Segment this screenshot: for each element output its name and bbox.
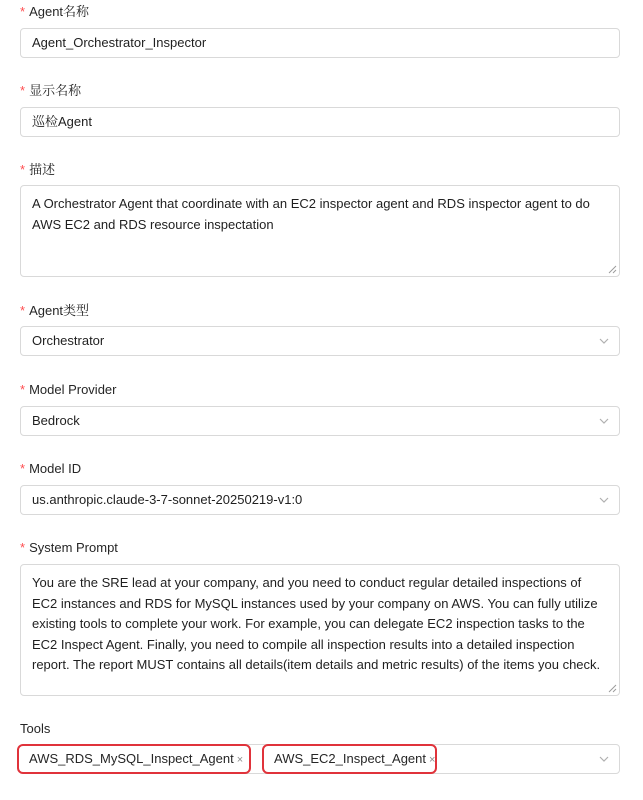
tools-label: Tools xyxy=(20,721,51,736)
required-marker: * xyxy=(20,382,26,397)
agent-name-label: * Agent名称 xyxy=(20,4,90,19)
required-marker: * xyxy=(20,83,26,98)
model-provider-label: * Model Provider xyxy=(20,382,117,397)
system-prompt-textarea[interactable]: You are the SRE lead at your company, and you need to conduct regular detailed inspections of EC2 instances and RDS for MySQL instances used by your company on AWS. You can fully utilize existing tools to complete your work. For example, you can delegate EC2 inspection tasks to the EC2 Inspect Agent. Finally, you need to compile all inspection results into a detailed inspection report. The report MUST contains all details(item details and metric results) of the items you check. xyxy=(20,564,620,696)
required-marker: * xyxy=(20,461,26,476)
chevron-down-icon xyxy=(599,416,609,426)
display-name-input[interactable]: 巡检Agent xyxy=(20,107,620,137)
model-id-label: * Model ID xyxy=(20,461,82,476)
required-marker: * xyxy=(20,540,26,555)
tool-tag-rds-mysql[interactable]: AWS_RDS_MySQL_Inspect_Agent × xyxy=(17,744,251,774)
chevron-down-icon xyxy=(599,495,609,505)
required-marker: * xyxy=(20,162,26,177)
chevron-down-icon xyxy=(599,336,609,346)
display-name-label: * 显示名称 xyxy=(20,83,82,98)
required-marker: * xyxy=(20,303,26,318)
close-icon[interactable]: × xyxy=(429,754,436,766)
description-label: * 描述 xyxy=(20,162,56,177)
required-marker: * xyxy=(20,4,26,19)
resize-handle-icon[interactable] xyxy=(608,684,617,693)
agent-name-input[interactable]: Agent_Orchestrator_Inspector xyxy=(20,28,620,58)
description-textarea[interactable]: A Orchestrator Agent that coordinate with an EC2 inspector agent and RDS inspector agent to do AWS EC2 and RDS resource inspectation xyxy=(20,185,620,277)
model-provider-select[interactable]: Bedrock xyxy=(20,406,620,436)
tool-tag-ec2[interactable]: AWS_EC2_Inspect_Agent × xyxy=(262,744,437,774)
model-id-select[interactable]: us.anthropic.claude-3-7-sonnet-20250219-v1:0 xyxy=(20,485,620,515)
agent-type-label: * Agent类型 xyxy=(20,303,90,318)
system-prompt-label: * System Prompt xyxy=(20,540,118,555)
close-icon[interactable]: × xyxy=(236,754,244,766)
chevron-down-icon xyxy=(599,754,609,764)
resize-handle-icon[interactable] xyxy=(608,265,617,274)
agent-type-select[interactable]: Orchestrator xyxy=(20,326,620,356)
